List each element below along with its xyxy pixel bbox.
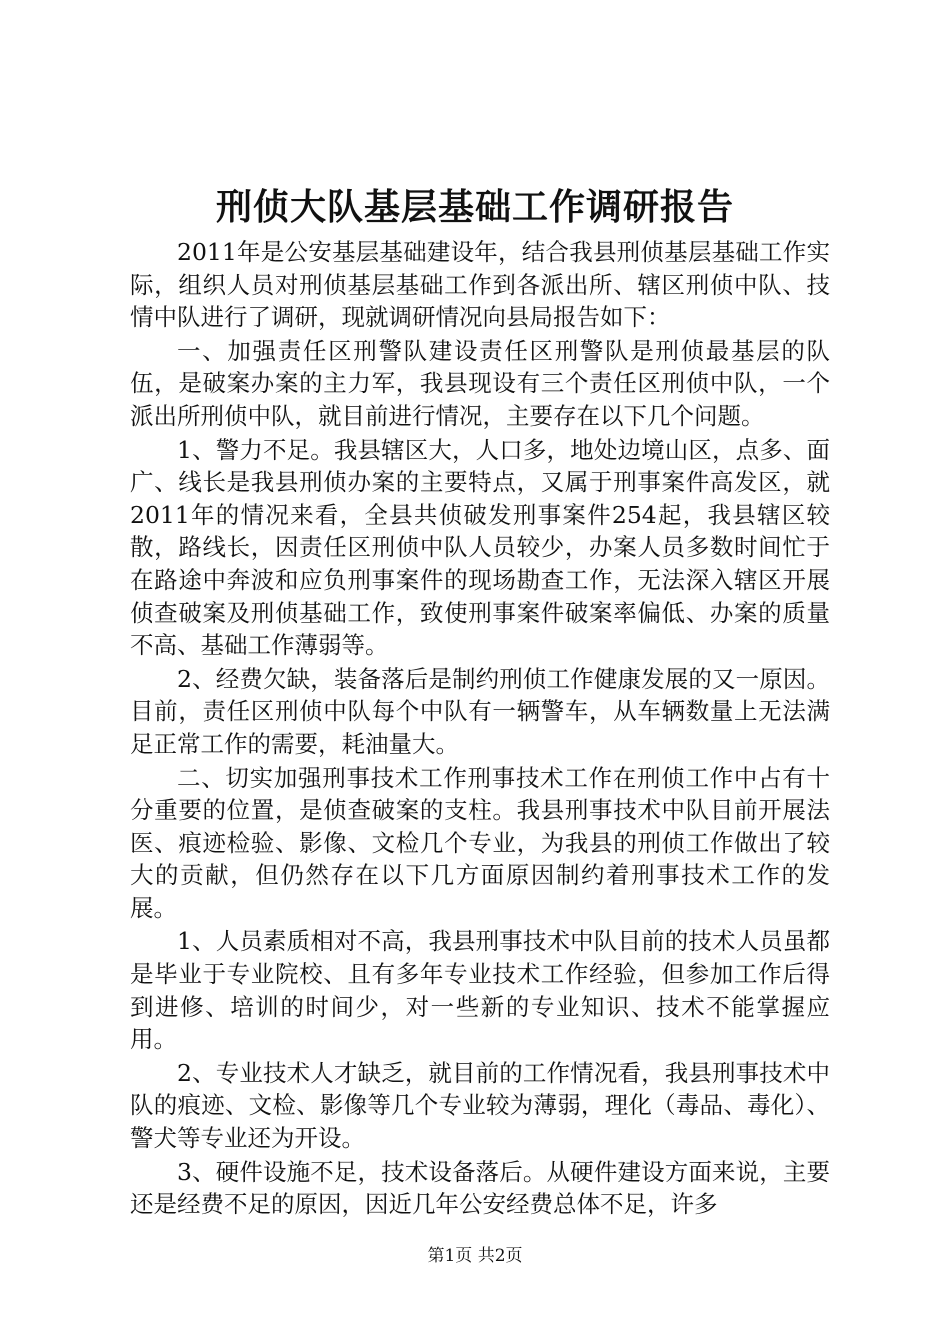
paragraph-item-1-1: 1、警力不足。我县辖区大，人口多，地处边境山区，点多、面广、线长是我县刑侦办案的主要特点，又属于刑事案件高发区，就2011年的情况来看，全县共侦破发刑事案件254起，我县辖区较散，路线长，因责任区刑侦中队人员较少，办案人员多数时间忙于在路途中奔波和应负刑事案件的现场勘查工作，无法深入辖区开展侦查破案及刑侦基础工作，致使刑事案件破案率偏低、办案的质量不高、基础工作薄弱等。 xyxy=(130,435,830,660)
paragraph-item-2-1: 1、人员素质相对不高，我县刑事技术中队目前的技术人员虽都是毕业于专业院校、且有多年专业技术工作经验，但参加工作后得到进修、培训的时间少，对一些新的专业知识、技术不能掌握应用。 xyxy=(130,927,830,1054)
paragraph-section-2: 二、切实加强刑事技术工作刑事技术工作在刑侦工作中占有十分重要的位置，是侦查破案的支柱。我县刑事技术中队目前开展法医、痕迹检验、影像、文检几个专业，为我县的刑侦工作做出了较大的贡献，但仍然存在以下几方面原因制约着刑事技术工作的发展。 xyxy=(130,763,830,922)
paragraph-section-1: 一、加强责任区刑警队建设责任区刑警队是刑侦最基层的队伍，是破案办案的主力军，我县现设有三个责任区刑侦中队，一个派出所刑侦中队，就目前进行情况，主要存在以下几个问题。 xyxy=(130,336,830,430)
paragraph-item-2-3: 3、硬件设施不足，技术设备落后。从硬件建设方面来说，主要还是经费不足的原因，因近几年公安经费总体不足，许多 xyxy=(130,1157,830,1219)
document-title: 刑侦大队基层基础工作调研报告 xyxy=(215,186,734,228)
page-number-footer: 第1页 共2页 xyxy=(427,1246,523,1266)
paragraph-intro: 2011年是公安基层基础建设年，结合我县刑侦基层基础工作实际，组织人员对刑侦基层基础工作到各派出所、辖区刑侦中队、技情中队进行了调研，现就调研情况向县局报告如下： xyxy=(130,238,830,332)
paragraph-item-2-2: 2、专业技术人才缺乏，就目前的工作情况看，我县刑事技术中队的痕迹、文检、影像等几个专业较为薄弱，理化（毒品、毒化）、警犬等专业还为开设。 xyxy=(130,1058,830,1153)
document-body xyxy=(130,236,830,1221)
paragraph-item-1-2: 2、经费欠缺，装备落后是制约刑侦工作健康发展的又一原因。目前，责任区刑侦中队每个中队有一辆警车，从车辆数量上无法满足正常工作的需要，耗油量大。 xyxy=(130,664,830,758)
